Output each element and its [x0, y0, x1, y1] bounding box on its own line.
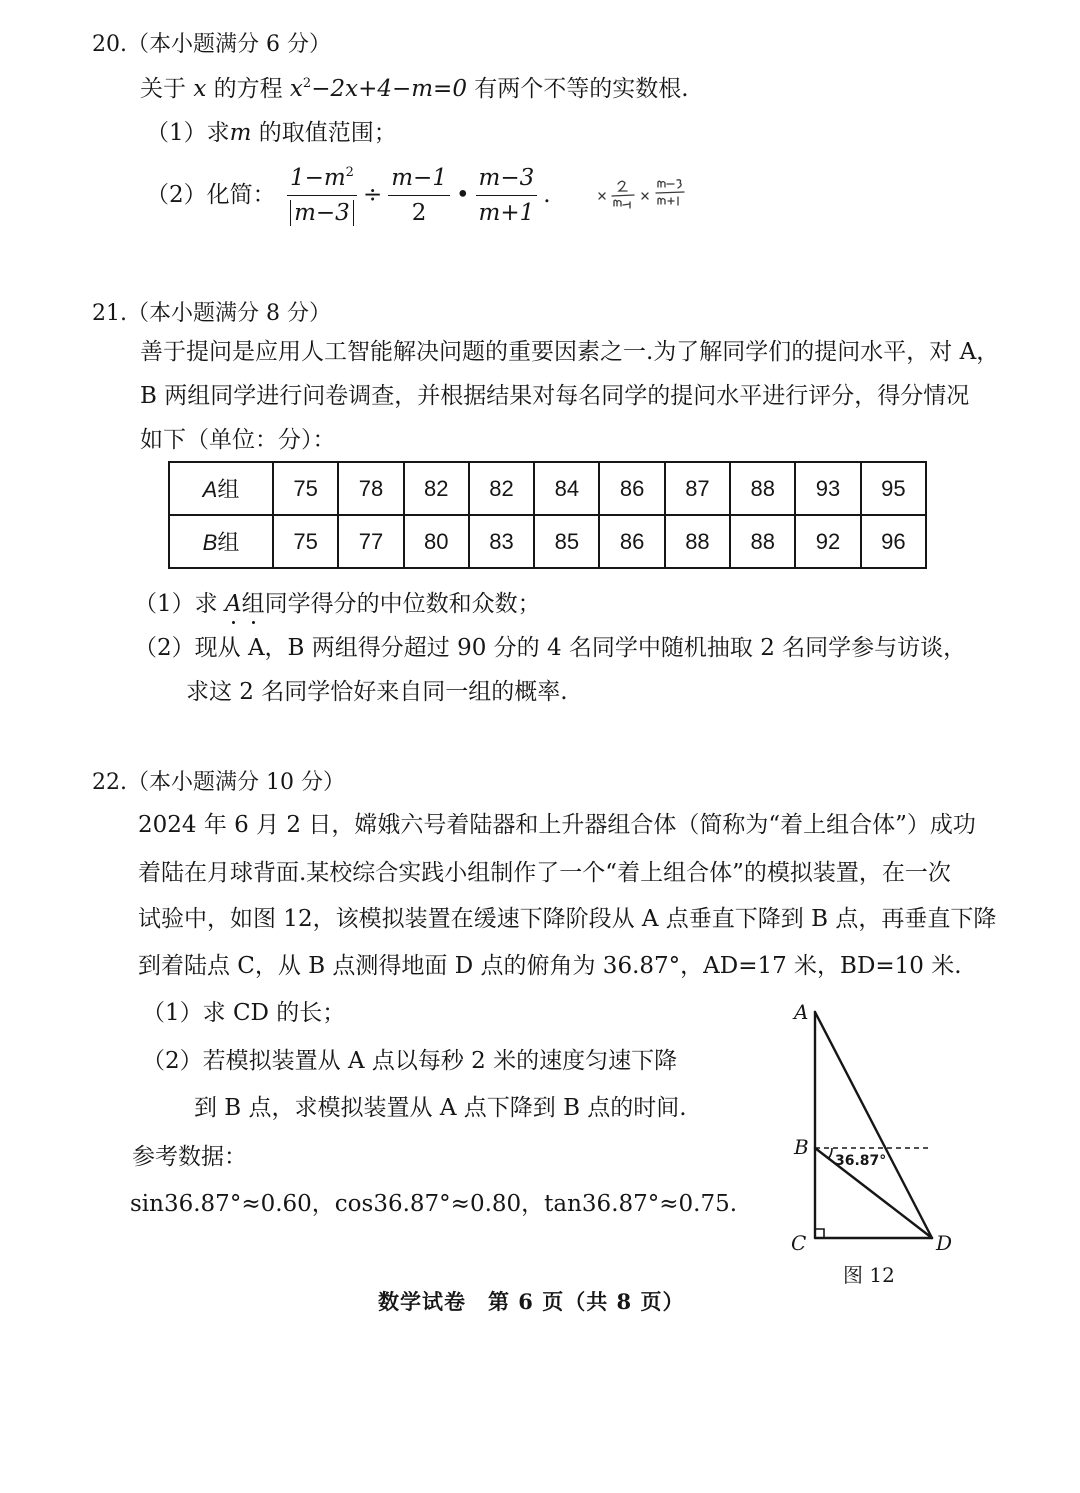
q20-frac1-den: m−3 — [290, 200, 354, 226]
table-cell: 96 — [861, 515, 926, 568]
q22-reference-label: 参考数据： — [132, 1144, 247, 1170]
q20-equation-rest: −2x+4−m=0 — [311, 76, 467, 102]
table-cell: 84 — [534, 462, 599, 515]
figure-12-diagram — [780, 1000, 960, 1260]
q22-part2-line-1: （2）若模拟装置从 A 点以每秒 2 米的速度匀速下降 — [142, 1048, 678, 1074]
table-cell: 88 — [730, 462, 795, 515]
table-row-header — [169, 515, 273, 568]
q20-dot-op: • — [455, 182, 470, 208]
q22-stem-line-2: 着陆在月球背面.某校综合实践小组制作了一个“着上组合体”的模拟装置，在一次 — [138, 860, 951, 886]
q20-equation-exp: 2 — [302, 76, 312, 91]
page-footer: 数学试卷 第 6 页（共 8 页） — [378, 1289, 685, 1314]
q20-part1-pre: （1）求 — [146, 120, 230, 146]
segment-ad — [815, 1012, 932, 1238]
q21-part2-line-2: 求这 2 名同学恰好来自同一组的概率. — [186, 679, 568, 705]
q20-part1-var: m — [229, 120, 252, 146]
table-cell: 88 — [730, 515, 795, 568]
q21-heading: 21.（本小题满分 8 分） — [92, 301, 331, 326]
q20-part2-label: （2）化简： — [146, 182, 276, 208]
q20-divide-op: ÷ — [362, 182, 383, 208]
group-var: B — [202, 530, 218, 555]
q20-part2 — [146, 163, 553, 227]
q21-part1-post: 同学得分的中位数和众数； — [264, 591, 541, 617]
figure-caption: 图 12 — [843, 1263, 895, 1287]
q21-part1-emph-group: 组 — [241, 591, 265, 617]
table-cell: 83 — [469, 515, 534, 568]
table-cell: 92 — [795, 515, 860, 568]
q20-part1-post: 的取值范围； — [251, 120, 397, 146]
table-cell: 95 — [861, 462, 926, 515]
table-cell: 80 — [404, 515, 469, 568]
group-var: A — [202, 477, 218, 502]
table-cell: 86 — [599, 462, 664, 515]
q20-frac1-num-base: 1−m — [289, 164, 346, 191]
q20-frac2-num: m−1 — [388, 164, 450, 196]
group-suffix: 组 — [217, 477, 240, 502]
table-row-a — [169, 462, 926, 515]
q20-frac2-den: 2 — [411, 199, 427, 226]
q22-stem-line-1: 2024 年 6 月 2 日，嫦娥六号着陆器和上升器组合体（简称为“着上组合体”）成功 — [138, 812, 976, 838]
q20-stem-post: 有两个不等的实数根. — [466, 76, 689, 102]
q20-heading: 20.（本小题满分 6 分） — [92, 32, 331, 57]
handwriting-note-drawing — [592, 172, 702, 218]
table-cell: 75 — [273, 515, 338, 568]
group-suffix: 组 — [217, 530, 240, 555]
q20-part1 — [146, 118, 397, 148]
table-cell: 93 — [795, 462, 860, 515]
q20-frac3-num: m−3 — [476, 164, 538, 196]
angle-label: 36.87° — [835, 1153, 887, 1169]
q20-end-period: . — [543, 182, 551, 208]
table-cell: 88 — [665, 515, 730, 568]
q20-fraction-2 — [388, 164, 450, 227]
q20-fraction-1 — [287, 164, 357, 227]
q22-stem-line-3: 试验中，如图 12，该模拟装置在缓速下降阶段从 A 点垂直下降到 B 点，再垂直下降 — [138, 906, 997, 932]
q21-stem-line-2: B 两组同学进行问卷调查，并根据结果对每名同学的提问水平进行评分，得分情况 — [140, 383, 970, 409]
table-cell: 86 — [599, 515, 664, 568]
q21-part1 — [134, 589, 541, 619]
q21-stem-line-1: 善于提问是应用人工智能解决问题的重要因素之一.为了解同学们的提问水平，对 A， — [140, 339, 1000, 365]
table-row-b — [169, 515, 926, 568]
q20-stem — [140, 74, 689, 104]
point-label-b: B — [794, 1135, 809, 1159]
q21-part2-line-1: （2）现从 A，B 两组得分超过 90 分的 4 名同学中随机抽取 2 名同学参与访谈， — [134, 635, 967, 661]
q20-frac3-den: m+1 — [478, 199, 535, 226]
q21-part1-pre: （1）求 — [134, 591, 225, 617]
point-label-a: A — [794, 1000, 809, 1024]
table-cell: 75 — [273, 462, 338, 515]
q20-stem-mid: 的方程 — [206, 76, 290, 102]
q20-equation-base: x — [289, 76, 303, 102]
table-cell: 78 — [338, 462, 403, 515]
table-row-header — [169, 462, 273, 515]
angle-arc — [829, 1148, 833, 1158]
table-cell: 82 — [404, 462, 469, 515]
q22-heading: 22.（本小题满分 10 分） — [92, 770, 345, 795]
table-cell: 82 — [469, 462, 534, 515]
q20-fraction-3 — [476, 164, 538, 227]
point-label-d: D — [936, 1231, 953, 1255]
q22-part2-line-2: 到 B 点，求模拟装置从 A 点下降到 B 点的时间. — [194, 1095, 687, 1121]
q20-var-x: x — [193, 76, 207, 102]
q22-stem-line-4: 到着陆点 C，从 B 点测得地面 D 点的俯角为 36.87°，AD=17 米，BD=10 米. — [138, 953, 962, 979]
table-cell: 87 — [665, 462, 730, 515]
q21-stem-line-3: 如下（单位：分）： — [140, 427, 336, 453]
table-cell: 77 — [338, 515, 403, 568]
right-angle-mark — [815, 1229, 824, 1238]
q21-part1-emph-a: A — [224, 591, 242, 617]
q22-reference-values: sin36.87°≈0.60，cos36.87°≈0.80，tan36.87°≈0.75. — [130, 1191, 738, 1217]
point-label-c: C — [791, 1231, 807, 1255]
q22-part1: （1）求 CD 的长； — [142, 1000, 346, 1026]
q20-stem-pre: 关于 — [140, 76, 194, 102]
table-cell: 85 — [534, 515, 599, 568]
score-table — [168, 461, 927, 569]
q20-frac1-num-exp: 2 — [345, 164, 354, 180]
